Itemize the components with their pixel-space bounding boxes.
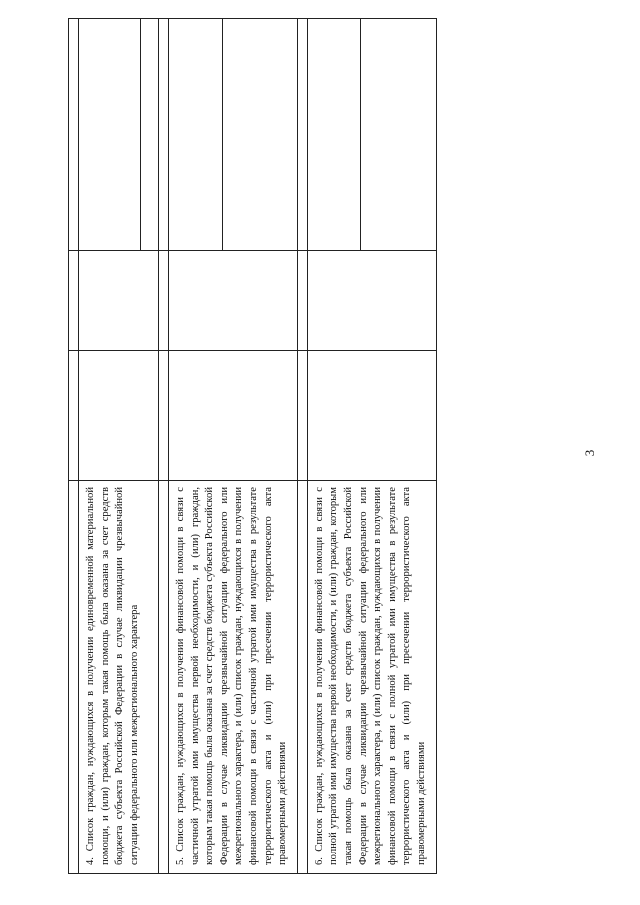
table-row: [307, 19, 436, 874]
table-cell: [169, 19, 298, 251]
table-top-strip: [69, 19, 79, 874]
table-cell: [307, 251, 436, 351]
row-description: 6. Список граждан, нуждающихся в получении финансовой помощи в связи с полной утратой ими имущества первой необходимости, и (или) граждан, которым такая помощь была оказана за счет средств бюджета субъекта Российской Федерации в случае ликвидации чрезвычайной ситуации федерального или межрегионального характера, и (или) список граждан, нуждающихся в получении финансовой помощи в связи с полной утратой ими имущества в результате террористического акта и (или) при пресечении террористического акта правомерными действиями: [313, 487, 427, 865]
table-cell: [159, 481, 169, 874]
table-cell: [69, 19, 79, 251]
table-row: [79, 19, 159, 874]
table-cell: [69, 251, 79, 351]
table-cell: [297, 351, 307, 481]
table-cell: [79, 351, 159, 481]
table-cell: [79, 251, 159, 351]
table-cell: [159, 19, 169, 251]
table-cell: [297, 251, 307, 351]
row-description-cell: [307, 481, 436, 874]
table-cell: [79, 19, 159, 251]
table-cell: [307, 19, 436, 251]
documents-table: [68, 18, 437, 874]
table-row: [169, 19, 298, 874]
table-cell: [159, 251, 169, 351]
table-cell: [307, 351, 436, 481]
table-spacer-row: [159, 19, 169, 874]
table-cell: [169, 351, 298, 481]
table-cell: [159, 351, 169, 481]
table-cell: [297, 19, 307, 251]
row-description-cell: [79, 481, 159, 874]
table-spacer-row: [297, 19, 307, 874]
row-description-cell: [169, 481, 298, 874]
table-cell: [69, 351, 79, 481]
row-description: 5. Список граждан, нуждающихся в получении финансовой помощи в связи с частичной утратой ими имущества первой необходимости, и (или) граждан, которым такая помощь была оказана за счет средств бюджета субъекта Российской Федерации в случае ликвидации чрезвычайной ситуации федерального или межрегионального характера, и (или) список граждан, нуждающихся в получении финансовой помощи в связи с частичной утратой ими имущества в результате террористического акта и (или) при пресечении террористического акта правомерными действиями: [175, 487, 289, 865]
page-number: 3: [582, 449, 597, 457]
table-cell: [169, 251, 298, 351]
table-cell: [297, 481, 307, 874]
table-cell: [69, 481, 79, 874]
row-description: 4. Список граждан, нуждающихся в получении единовременной материальной помощи, и (или) граждан, которым такая помощь была оказана за счет средств бюджета субъекта Российской Федерации в случае ликвидации чрезвычайной ситуации федерального или межрегионального характера: [85, 487, 140, 865]
